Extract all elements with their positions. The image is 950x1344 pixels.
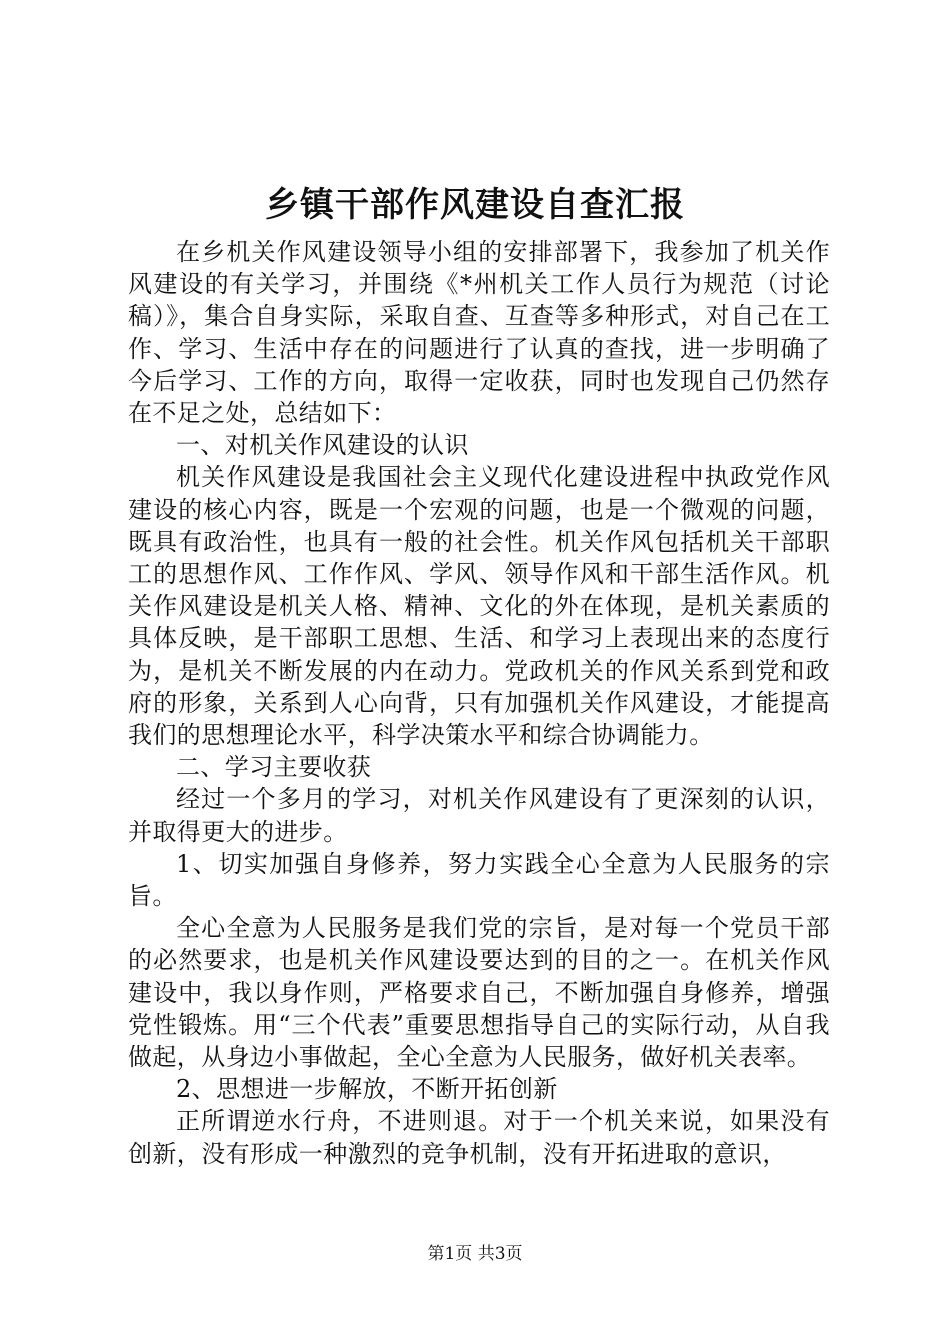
intro-paragraph: 在乡机关作风建设领导小组的安排部署下，我参加了机关作风建设的有关学习，并围绕《*州机关工作人员行为规范（讨论稿）》，集合自身实际，采取自查、互查等多种形式，对自己在工作、学习、生活中存在的问题进行了认真的查找，进一步明确了今后学习、工作的方向，取得一定收获，同时也发现自己仍然存在不足之处，总结如下： (128, 238, 830, 428)
page-footer: 第1页 共3页 (427, 1244, 523, 1264)
document-title: 乡镇干部作风建设自查汇报 (265, 185, 685, 225)
body-paragraph: 正所谓逆水行舟，不进则退。对于一个机关来说，如果没有创新，没有形成一种激烈的竞争机制，没有开拓进取的意识， (128, 1107, 830, 1168)
document-body (128, 236, 830, 1170)
body-paragraph: 全心全意为人民服务是我们党的宗旨，是对每一个党员干部的必然要求，也是机关作风建设要达到的目的之一。在机关作风建设中，我以身作则，严格要求自己，不断加强自身修养，增强党性锻炼。用“三个代表”重要思想指导自己的实际行动，从自我做起，从身边小事做起，全心全意为人民服务，做好机关表率。 (128, 914, 830, 1072)
subsection-heading-2: 2、思想进一步解放，不断开拓创新 (176, 1075, 558, 1104)
section-heading-2: 二、学习主要收获 (176, 753, 372, 782)
body-paragraph: 机关作风建设是我国社会主义现代化建设进程中执政党作风建设的核心内容，既是一个宏观的问题，也是一个微观的问题，既具有政治性，也具有一般的社会性。机关作风包括机关干部职工的思想作风、工作作风、学风、领导作风和干部生活作风。机关作风建设是机关人格、精神、文化的外在体现，是机关素质的具体反映，是干部职工思想、生活、和学习上表现出来的态度行为，是机关不断发展的内在动力。党政机关的作风关系到党和政府的形象，关系到人心向背，只有加强机关作风建设，才能提高我们的思想理论水平，科学决策水平和综合协调能力。 (128, 463, 830, 750)
body-paragraph: 经过一个多月的学习，对机关作风建设有了更深刻的认识，并取得更大的进步。 (128, 785, 830, 846)
section-heading-1: 一、对机关作风建设的认识 (176, 431, 469, 460)
subsection-heading-1: 1、切实加强自身修养，努力实践全心全意为人民服务的宗旨。 (128, 849, 830, 911)
